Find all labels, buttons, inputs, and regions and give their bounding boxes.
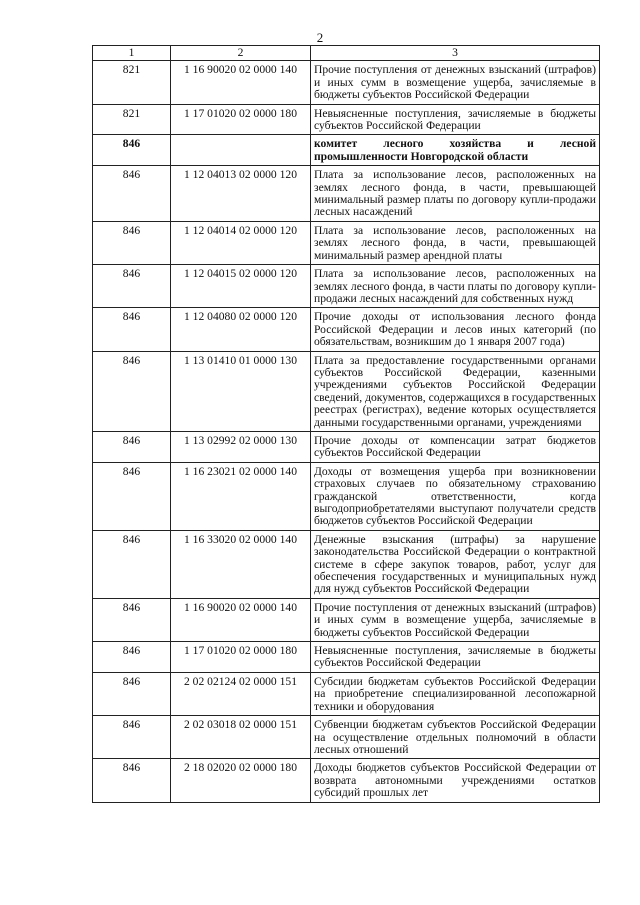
table-row xyxy=(93,530,600,598)
table-row xyxy=(93,265,600,308)
table-row xyxy=(93,672,600,715)
revenue-name-cell: Доходы от возмещения ущерба при возникновении страховых случаев по обязательному страхованию гражданской ответственности, когда выгодоприобретателями выступают получатели средств бюджетов субъектов Российской Федерации xyxy=(311,462,600,530)
revenue-name-cell: Субвенции бюджетам субъектов Российской Федерации на осуществление отдельных полномочий в области лесных отношений xyxy=(311,716,600,759)
revenue-name-cell: Невыясненные поступления, зачисляемые в бюджеты субъектов Российской Федерации xyxy=(311,642,600,673)
budget-code-cell xyxy=(171,135,311,166)
budget-code-cell: 1 16 23021 02 0000 140 xyxy=(171,462,311,530)
table-row xyxy=(93,104,600,135)
admin-code-cell: 846 xyxy=(93,716,171,759)
revenue-name-cell: Денежные взыскания (штрафы) за нарушение законодательства Российской Федерации о контрактной системе в сфере закупок товаров, работ, услуг для обеспечения государственных и муниципальных нужд для нужд субъектов Российской Федерации xyxy=(311,530,600,598)
budget-code-cell: 2 02 02124 02 0000 151 xyxy=(171,672,311,715)
table-row xyxy=(93,61,600,104)
revenue-name-cell: Плата за использование лесов, расположенных на землях лесного фонда, в части платы по договору купли-продажи лесных насаждений для собственных нужд xyxy=(311,265,600,308)
revenue-name-cell: Доходы бюджетов субъектов Российской Федерации от возврата автономными учреждениями остатков субсидий прошлых лет xyxy=(311,759,600,802)
budget-code-cell: 1 16 33020 02 0000 140 xyxy=(171,530,311,598)
budget-code-cell: 1 12 04015 02 0000 120 xyxy=(171,265,311,308)
budget-code-cell: 1 13 02992 02 0000 130 xyxy=(171,431,311,462)
admin-code-cell: 821 xyxy=(93,104,171,135)
header-col-2: 2 xyxy=(171,46,311,61)
budget-code-cell: 2 02 03018 02 0000 151 xyxy=(171,716,311,759)
page-number: 2 xyxy=(316,30,324,45)
revenue-name-cell: Субсидии бюджетам субъектов Российской Федерации на приобретение специализированной лесопожарной техники и оборудования xyxy=(311,672,600,715)
table-row xyxy=(93,221,600,264)
admin-code-cell: 846 xyxy=(93,431,171,462)
revenue-name-cell: Прочие поступления от денежных взысканий (штрафов) и иных сумм в возмещение ущерба, зачисляемые в бюджеты субъектов Российской Федерации xyxy=(311,61,600,104)
revenue-name-cell: комитет лесного хозяйства и лесной промышленности Новгородской области xyxy=(311,135,600,166)
revenue-name-cell: Прочие доходы от компенсации затрат бюджетов субъектов Российской Федерации xyxy=(311,431,600,462)
revenue-codes-table xyxy=(92,45,600,803)
revenue-name-cell: Плата за использование лесов, расположенных на землях лесного фонда, в части, превышающей минимальный размер арендной платы xyxy=(311,221,600,264)
table-row xyxy=(93,431,600,462)
budget-code-cell: 2 18 02020 02 0000 180 xyxy=(171,759,311,802)
admin-code-cell: 846 xyxy=(93,462,171,530)
table-row xyxy=(93,166,600,222)
table-row xyxy=(93,716,600,759)
revenue-name-cell: Прочие доходы от использования лесного фонда Российской Федерации и лесов иных категорий (по обязательствам, возникшим до 1 января 2007 года) xyxy=(311,308,600,351)
table-header-row xyxy=(93,46,600,61)
admin-code-cell: 846 xyxy=(93,221,171,264)
admin-code-cell: 846 xyxy=(93,166,171,222)
budget-code-cell: 1 12 04014 02 0000 120 xyxy=(171,221,311,264)
admin-code-cell: 846 xyxy=(93,351,171,431)
budget-code-cell: 1 12 04080 02 0000 120 xyxy=(171,308,311,351)
header-col-3: 3 xyxy=(311,46,600,61)
budget-code-cell: 1 16 90020 02 0000 140 xyxy=(171,598,311,641)
budget-code-cell: 1 16 90020 02 0000 140 xyxy=(171,61,311,104)
admin-code-cell: 846 xyxy=(93,672,171,715)
admin-code-cell: 846 xyxy=(93,308,171,351)
budget-code-cell: 1 17 01020 02 0000 180 xyxy=(171,104,311,135)
revenue-name-cell: Плата за предоставление государственными органами субъектов Российской Федерации, казенными учреждениями субъектов Российской Федерации сведений, документов, содержащихся в государственных реестрах (регистрах), ведение которых осуществляется данными государственными органами, учреждениями xyxy=(311,351,600,431)
admin-code-cell: 846 xyxy=(93,642,171,673)
revenue-name-cell: Невыясненные поступления, зачисляемые в бюджеты субъектов Российской Федерации xyxy=(311,104,600,135)
admin-code-cell: 846 xyxy=(93,759,171,802)
table-row xyxy=(93,308,600,351)
table-body xyxy=(93,61,600,802)
table-row xyxy=(93,351,600,431)
admin-code-cell: 846 xyxy=(93,530,171,598)
table-row xyxy=(93,759,600,802)
budget-code-cell: 1 17 01020 02 0000 180 xyxy=(171,642,311,673)
admin-code-cell: 821 xyxy=(93,61,171,104)
admin-code-cell: 846 xyxy=(93,135,171,166)
table-row xyxy=(93,598,600,641)
header-col-1: 1 xyxy=(93,46,171,61)
revenue-name-cell: Плата за использование лесов, расположенных на землях лесного фонда, в части, превышающей минимальный размер платы по договору купли-продажи лесных насаждений xyxy=(311,166,600,222)
table-row xyxy=(93,135,600,166)
budget-code-cell: 1 13 01410 01 0000 130 xyxy=(171,351,311,431)
admin-code-cell: 846 xyxy=(93,598,171,641)
admin-code-cell: 846 xyxy=(93,265,171,308)
budget-code-cell: 1 12 04013 02 0000 120 xyxy=(171,166,311,222)
table-row xyxy=(93,642,600,673)
table-row xyxy=(93,462,600,530)
revenue-name-cell: Прочие поступления от денежных взысканий (штрафов) и иных сумм в возмещение ущерба, зачисляемые в бюджеты субъектов Российской Федерации xyxy=(311,598,600,641)
